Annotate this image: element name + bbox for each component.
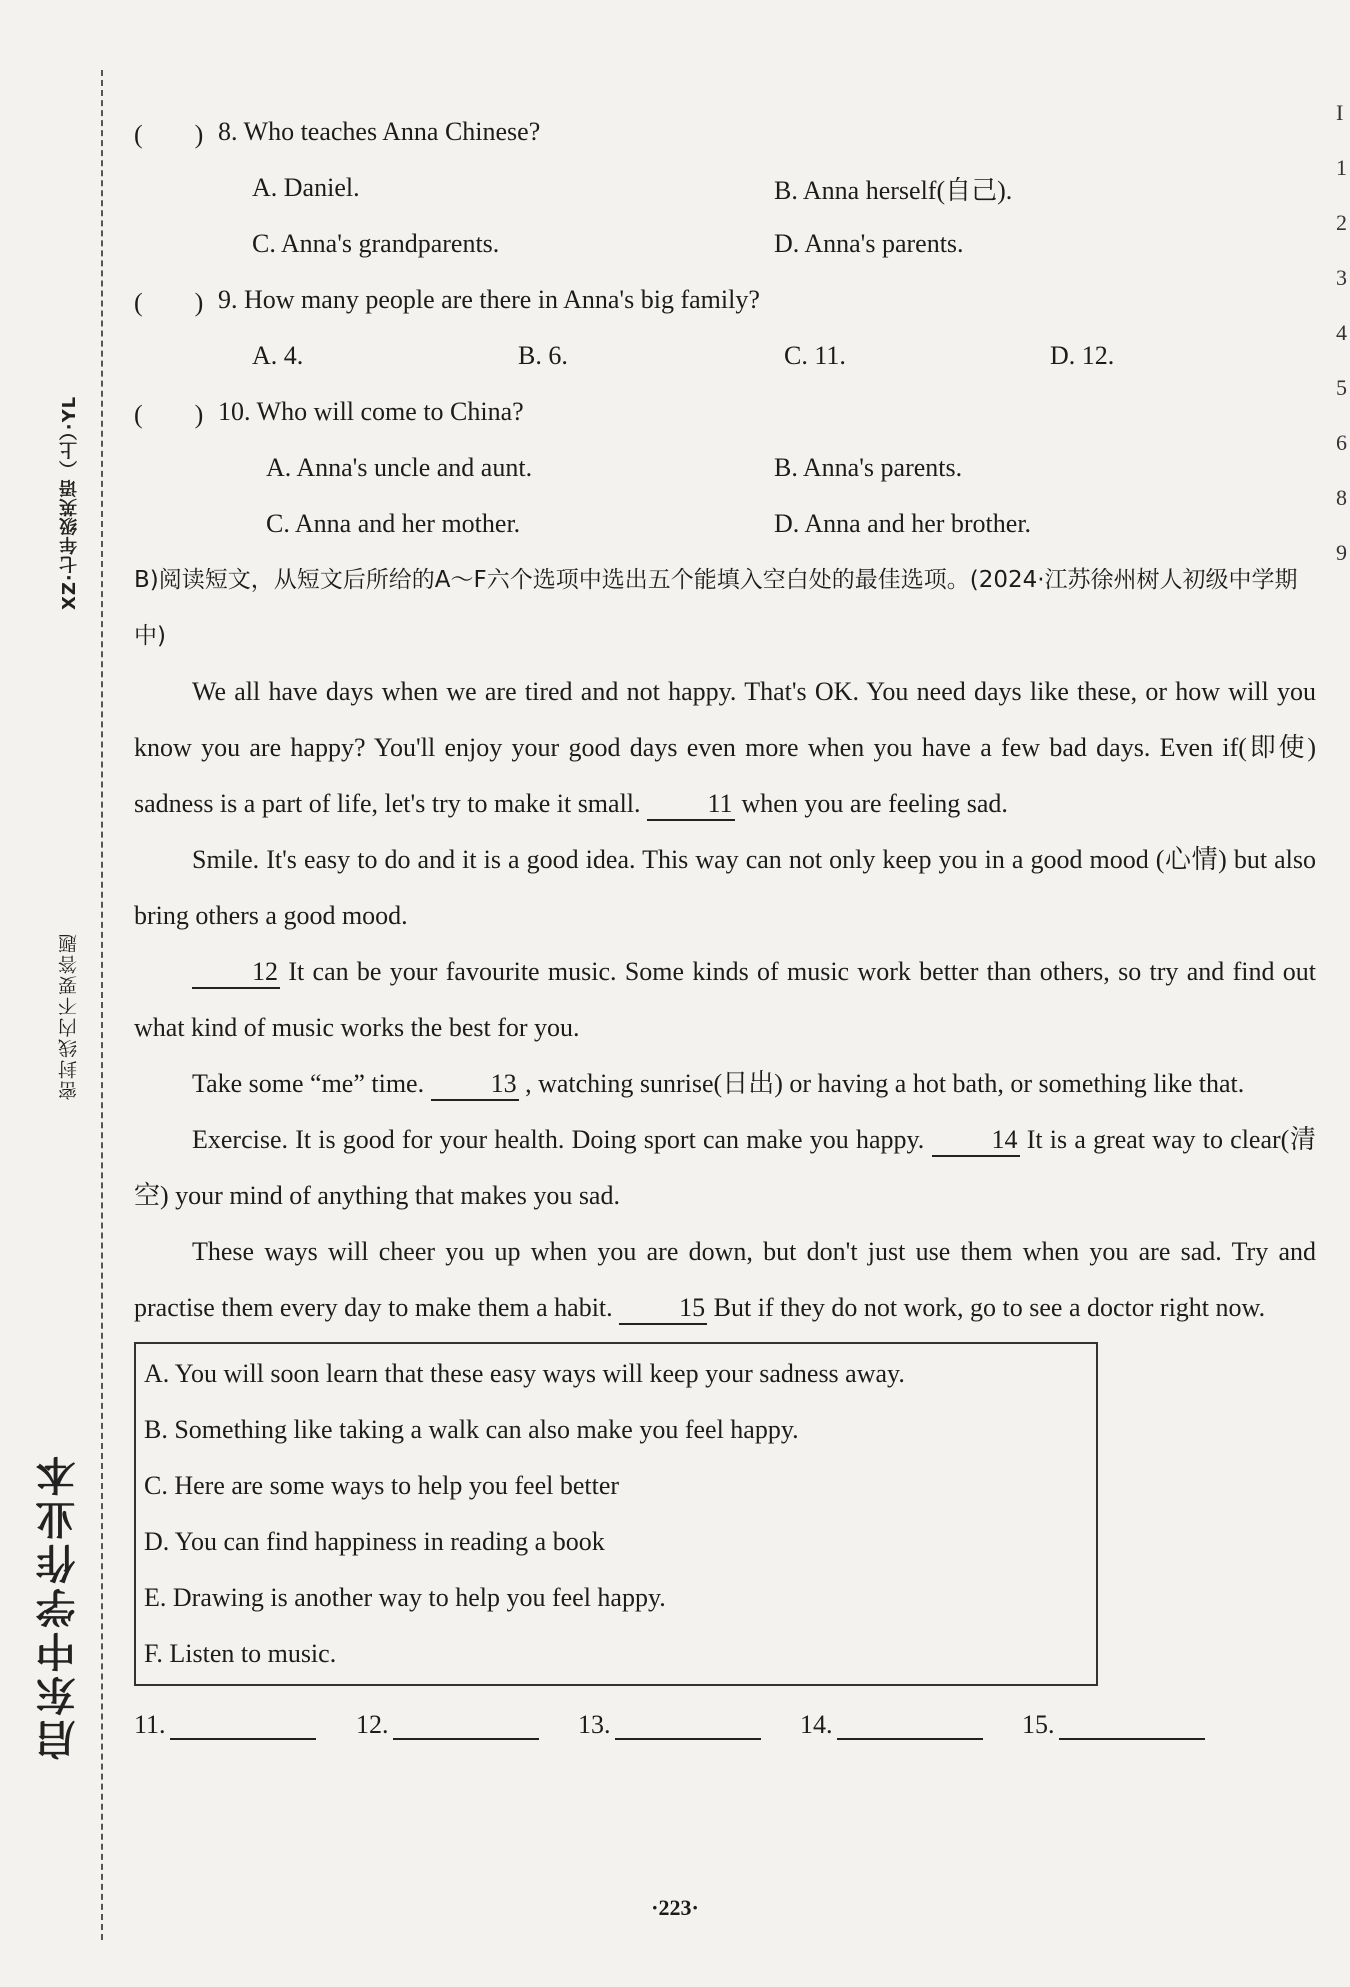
question-stem: 10. Who will come to China? (218, 397, 524, 426)
passage-paragraph (134, 1224, 1316, 1336)
option: C. Anna's grandparents. (252, 229, 500, 258)
margin-char: 8 (1336, 485, 1347, 510)
options-row (134, 216, 1316, 272)
options-row (134, 328, 1316, 384)
option: A. Anna's uncle and aunt. (266, 453, 533, 482)
answer-label: 15. (1022, 1710, 1055, 1739)
choice-option: D. You can find happiness in reading a book (144, 1527, 605, 1556)
answer-line-13[interactable] (615, 1712, 761, 1740)
margin-char: 3 (1336, 265, 1347, 290)
answer-line-11[interactable] (170, 1712, 316, 1740)
option: D. Anna and her brother. (774, 509, 1032, 538)
blank-15[interactable]: 15 (619, 1293, 707, 1325)
option: B. Anna's parents. (774, 453, 963, 482)
question-8 (134, 104, 1316, 160)
option: B. 6. (518, 341, 568, 370)
blank-12[interactable]: 12 (192, 957, 280, 989)
margin-cropped-chars (1336, 100, 1350, 595)
page-number: ·223· (651, 1895, 699, 1920)
blank-14[interactable]: 14 (932, 1125, 1020, 1157)
margin-char: 5 (1336, 375, 1347, 400)
margin-char: 1 (1336, 155, 1347, 180)
passage-paragraph: Smile. It's easy to do and it is a good idea. This way can not only keep you in a good mood (心情) but also bring others a good mood. (134, 845, 1316, 930)
blank-11[interactable]: 11 (647, 789, 735, 821)
margin-char: 9 (1336, 540, 1347, 565)
worksheet-content (134, 104, 1316, 1740)
margin-char: I (1336, 100, 1344, 125)
paragraph-text: when you are feeling sad. (741, 789, 1008, 818)
passage-paragraph (134, 944, 1316, 1056)
passage-paragraph (134, 664, 1316, 832)
option: D. Anna's parents. (774, 229, 964, 258)
answer-label: 13. (578, 1710, 611, 1739)
margin-char: 2 (1336, 210, 1347, 235)
paragraph-text: These ways will cheer you up when you are down, but don't just use them when you are sad. Try and practise them every day to make them a habit. (134, 1237, 1316, 1322)
answer-label: 11. (134, 1710, 166, 1739)
option: C. 11. (784, 341, 846, 370)
question-9 (134, 272, 1316, 328)
options-row (134, 160, 1316, 216)
answer-blanks-row (134, 1710, 1316, 1740)
choice-option: A. You will soon learn that these easy ways will keep your sadness away. (144, 1359, 905, 1388)
answer-paren[interactable]: ( ) (134, 287, 204, 317)
section-b-instruction: B)阅读短文，从短文后所给的A～F六个选项中选出五个能填入空白处的最佳选项。(2024·江苏徐州树人初级中学期中) (134, 567, 1298, 649)
paragraph-text: But if they do not work, go to see a doctor right now. (713, 1293, 1266, 1322)
choice-option: C. Here are some ways to help you feel better (144, 1471, 620, 1500)
paragraph-text: Take some “me” time. (192, 1069, 425, 1098)
option: B. Anna herself(自己). (774, 175, 1013, 205)
answer-paren[interactable]: ( ) (134, 399, 204, 429)
blank-13[interactable]: 13 (431, 1069, 519, 1101)
answer-label: 14. (800, 1710, 833, 1739)
choices-box (134, 1342, 1098, 1686)
answer-slot (578, 1710, 800, 1740)
option: C. Anna and her mother. (266, 509, 521, 538)
brand-title: 启东中学作业本 (36, 1452, 82, 1760)
answer-slot (800, 1710, 1022, 1740)
margin-char: 6 (1336, 430, 1347, 455)
answer-line-15[interactable] (1059, 1712, 1205, 1740)
paragraph-text: We all have days when we are tired and not happy. That's OK. You need days like these, or how will you know you are happy? You'll enjoy your good days even more when you have a few bad days. Even if(即使) sadness is a part of life, let's try to make it small. (134, 677, 1316, 818)
option: D. 12. (1050, 341, 1115, 370)
paragraph-text: It is a great way to clear(清空) your mind of anything that makes you sad. (134, 1125, 1317, 1210)
question-10 (134, 384, 1316, 440)
choice-option: E. Drawing is another way to help you feel happy. (144, 1583, 666, 1612)
paragraph-text: It can be your favourite music. Some kinds of music work better than others, so try and find out what kind of music works the best for you. (134, 957, 1317, 1042)
paragraph-text: Exercise. It is good for your health. Doing sport can make you happy. (192, 1125, 925, 1154)
answer-slot (1022, 1710, 1244, 1740)
paragraph-text: , watching sunrise(日出) or having a hot bath, or something like that. (525, 1069, 1245, 1098)
choice-option: B. Something like taking a walk can also make you feel happy. (144, 1415, 799, 1444)
answer-paren[interactable]: ( ) (134, 119, 204, 149)
options-row (134, 440, 1316, 496)
answer-slot (356, 1710, 578, 1740)
question-stem: 8. Who teaches Anna Chinese? (218, 117, 541, 146)
choice-option: F. Listen to music. (144, 1639, 337, 1668)
answer-line-12[interactable] (393, 1712, 539, 1740)
option: A. 4. (252, 341, 304, 370)
passage-paragraph (134, 1112, 1316, 1224)
margin-char: 4 (1336, 320, 1347, 345)
option: A. Daniel. (252, 173, 360, 202)
answer-label: 12. (356, 1710, 389, 1739)
options-row (134, 496, 1316, 552)
seal-line-note: 密封线内不要答题 (58, 932, 80, 1100)
question-stem: 9. How many people are there in Anna's big family? (218, 285, 760, 314)
book-tag: XZ·七年级英语（上）·YL (59, 395, 80, 610)
answer-slot (134, 1710, 356, 1740)
passage-paragraph (134, 1056, 1316, 1112)
answer-line-14[interactable] (837, 1712, 983, 1740)
